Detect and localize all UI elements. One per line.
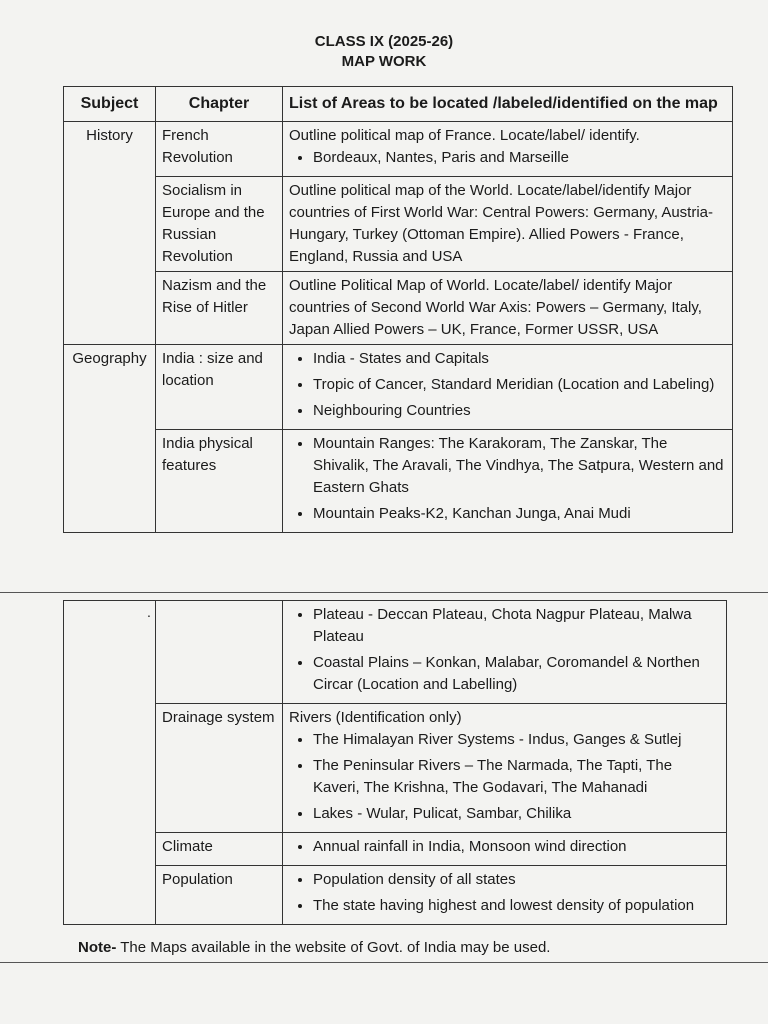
list-item: • Mountain Ranges: The Karakoram, The Zanskar, The Shivalik, The Aravali, The Vindhya, The Satpura, Western and Eastern Ghats — [313, 433, 726, 499]
map-work-table-part-2 — [63, 600, 727, 925]
chapter-cell: Population — [156, 866, 283, 925]
areas-list — [289, 729, 720, 825]
chapter-cell: Drainage system — [156, 704, 283, 833]
chapter-cell: Nazism and the Rise of Hitler — [156, 272, 283, 345]
list-item: • Plateau - Deccan Plateau, Chota Nagpur Plateau, Malwa Plateau — [313, 604, 720, 648]
page-title: CLASS IX (2025-26) — [314, 33, 454, 50]
list-item: • The state having highest and lowest density of population — [313, 895, 720, 917]
subject-history: History — [64, 122, 156, 345]
stray-mark: . — [147, 604, 151, 620]
list-item: • Tropic of Cancer, Standard Meridian (Location and Labeling) — [313, 374, 726, 396]
header-subject: Subject — [64, 87, 156, 122]
subject-continued-cell — [64, 601, 156, 925]
areas-list — [289, 836, 720, 858]
areas-list — [289, 147, 726, 169]
note-label: Note- — [78, 939, 117, 956]
chapter-cell: India physical features — [156, 430, 283, 533]
areas-cell — [283, 122, 733, 177]
areas-list — [289, 348, 726, 422]
header-areas: List of Areas to be located /labeled/identified on the map — [283, 87, 733, 122]
list-item: • Coastal Plains – Konkan, Malabar, Coromandel & Northen Circar (Location and Labelling) — [313, 652, 720, 696]
table-row — [64, 704, 727, 833]
table-header-row — [64, 87, 733, 122]
areas-list — [289, 433, 726, 525]
areas-cell — [283, 866, 727, 925]
table-row — [64, 833, 727, 866]
subject-geography: Geography — [64, 345, 156, 533]
areas-list — [289, 869, 720, 917]
chapter-cell: French Revolution — [156, 122, 283, 177]
page-edge-line — [0, 592, 768, 593]
list-item: • The Himalayan River Systems - Indus, Ganges & Sutlej — [313, 729, 720, 751]
table-row — [64, 430, 733, 533]
table-row — [64, 345, 733, 430]
chapter-cell-continued — [156, 601, 283, 704]
chapter-cell: Socialism in Europe and the Russian Revolution — [156, 177, 283, 272]
areas-cell: Outline political map of the World. Locate/label/identify Major countries of First World War: Central Powers: Germany, Austria-Hungary, Turkey (Ottoman Empire). Allied Powers - France, England, Russia and USA — [283, 177, 733, 272]
page-subtitle: MAP WORK — [341, 53, 427, 70]
areas-cell — [283, 430, 733, 533]
list-item: • The Peninsular Rivers – The Narmada, The Tapti, The Kaveri, The Krishna, The Godavari, The Mahanadi — [313, 755, 720, 799]
areas-intro: Outline political map of France. Locate/label/ identify. — [289, 127, 640, 144]
list-item: • Bordeaux, Nantes, Paris and Marseille — [313, 147, 726, 169]
page-bottom-line — [0, 962, 768, 963]
header-chapter: Chapter — [156, 87, 283, 122]
table-row — [64, 272, 733, 345]
areas-list — [289, 604, 720, 696]
areas-cell — [283, 704, 727, 833]
areas-cell: Outline Political Map of World. Locate/label/ identify Major countries of Second World War Axis: Powers – Germany, Italy, Japan Allied Powers – UK, France, Former USSR, USA — [283, 272, 733, 345]
table-row — [64, 866, 727, 925]
chapter-cell: India : size and location — [156, 345, 283, 430]
areas-cell — [283, 601, 727, 704]
table-row — [64, 177, 733, 272]
list-item: • Neighbouring Countries — [313, 400, 726, 422]
list-item: • India - States and Capitals — [313, 348, 726, 370]
list-item: • Population density of all states — [313, 869, 720, 891]
list-item: • Annual rainfall in India, Monsoon wind direction — [313, 836, 720, 858]
areas-cell — [283, 345, 733, 430]
map-work-table-part-1 — [63, 86, 733, 533]
list-item: • Mountain Peaks-K2, Kanchan Junga, Anai Mudi — [313, 503, 726, 525]
note — [78, 938, 718, 958]
table-row — [64, 601, 727, 704]
chapter-cell: Climate — [156, 833, 283, 866]
table-row — [64, 122, 733, 177]
areas-cell — [283, 833, 727, 866]
note-text: The Maps available in the website of Govt. of India may be used. — [116, 939, 551, 956]
list-item: • Lakes - Wular, Pulicat, Sambar, Chilika — [313, 803, 720, 825]
areas-intro: Rivers (Identification only) — [289, 709, 462, 726]
